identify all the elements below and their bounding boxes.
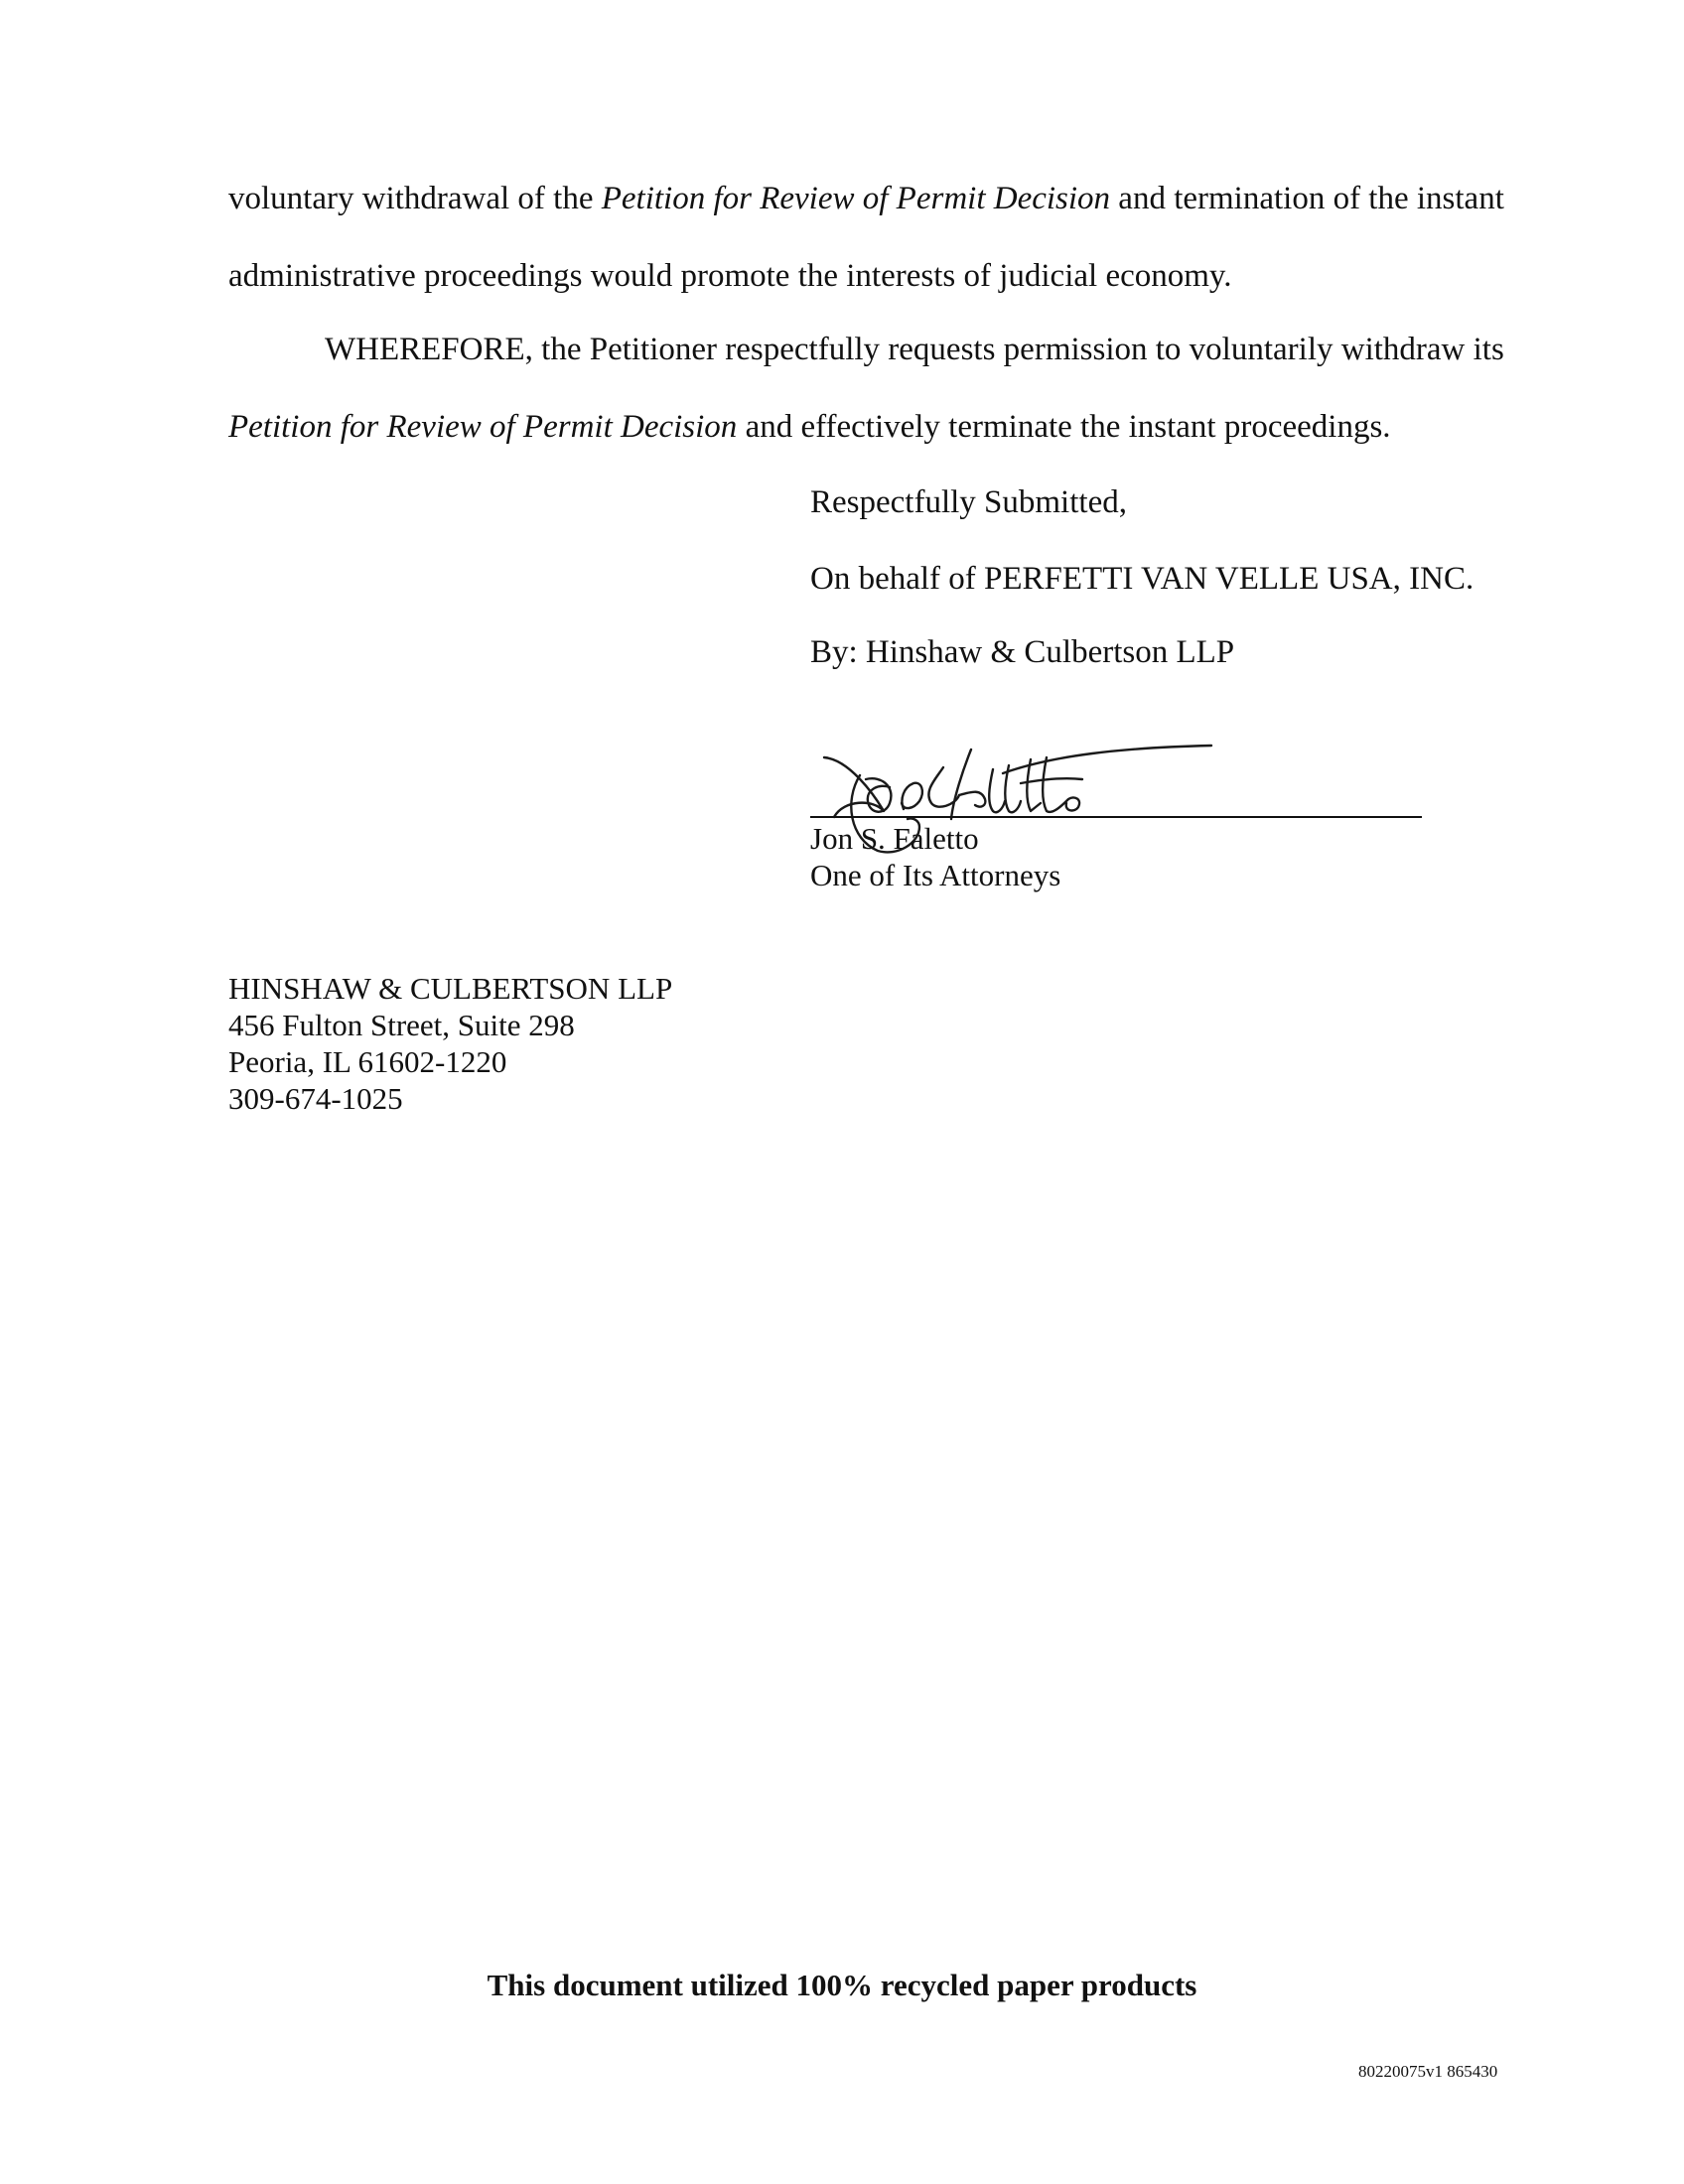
signer-block bbox=[810, 820, 1060, 893]
signer-title: One of Its Attorneys bbox=[810, 858, 1061, 892]
firm-name: HINSHAW & CULBERTSON LLP bbox=[228, 971, 673, 1006]
paragraph-line: administrative proceedings would promote the interests of judicial economy. bbox=[228, 258, 1232, 294]
firm-street: 456 Fulton Street, Suite 298 bbox=[228, 1008, 575, 1042]
petition-title-italic: Petition for Review of Permit Decision bbox=[228, 409, 738, 445]
firm-phone: 309-674-1025 bbox=[228, 1081, 403, 1116]
paragraph-line bbox=[228, 407, 1391, 447]
document-id: 80220075v1 865430 bbox=[1358, 2062, 1498, 2081]
text-segment: and termination of the instant bbox=[1110, 181, 1504, 216]
text-segment: and effectively terminate the instant proceedings. bbox=[737, 409, 1391, 445]
firm-city: Peoria, IL 61602-1220 bbox=[228, 1044, 507, 1079]
signer-name: Jon S. Faletto bbox=[810, 821, 979, 856]
text-segment: voluntary withdrawal of the bbox=[228, 181, 602, 216]
wherefore-line: WHEREFORE, the Petitioner respectfully requests permission to voluntarily withdraw its bbox=[325, 332, 1504, 367]
recycled-paper-note: This document utilized 100% recycled paper products bbox=[487, 1968, 1197, 2002]
closing-by: By: Hinshaw & Culbertson LLP bbox=[810, 634, 1235, 670]
paragraph-line bbox=[228, 179, 1504, 218]
signature-line bbox=[810, 816, 1422, 818]
firm-address-block bbox=[228, 970, 672, 1117]
closing-submitted: Respectfully Submitted, bbox=[810, 484, 1127, 520]
closing-on-behalf: On behalf of PERFETTI VAN VELLE USA, INC. bbox=[810, 561, 1474, 597]
petition-title-italic: Petition for Review of Permit Decision bbox=[601, 181, 1111, 216]
